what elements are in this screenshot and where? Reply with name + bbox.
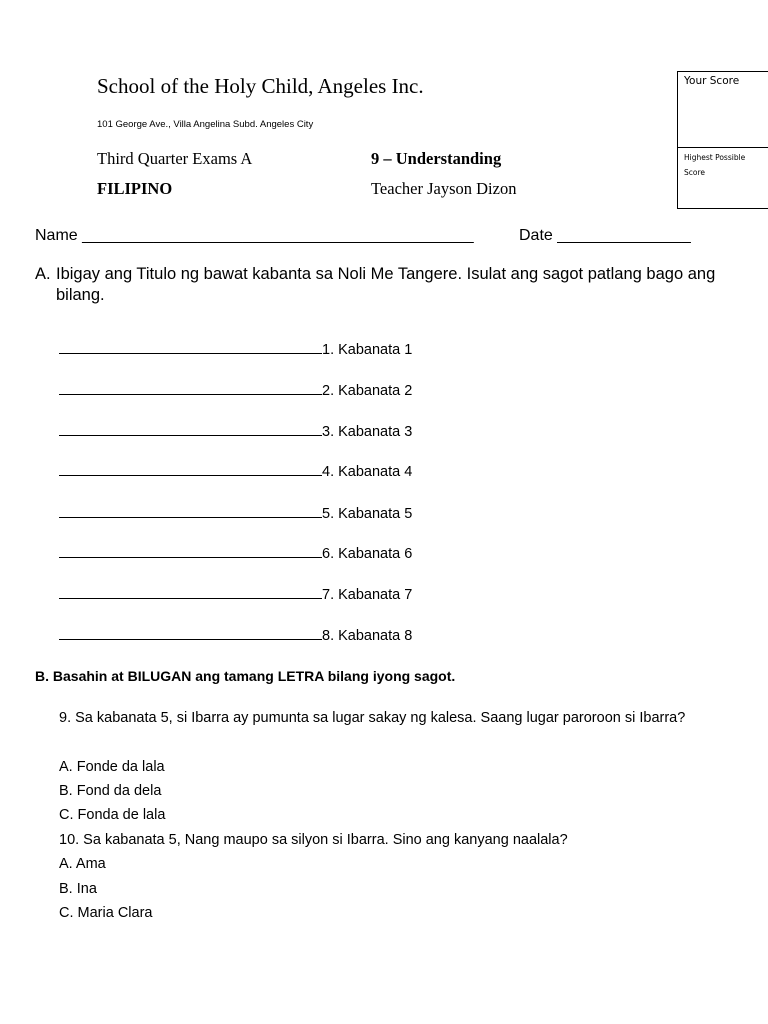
answer-blank-7[interactable] xyxy=(59,585,322,599)
answer-label-4: 4. Kabanata 4 xyxy=(322,464,413,480)
q10-choice-b[interactable]: B. Ina xyxy=(59,881,97,897)
answer-item-8 xyxy=(59,626,412,644)
part-b-instruction: B. Basahin at BILUGAN ang tamang LETRA bilang iyong sagot. xyxy=(35,668,456,684)
answer-label-5: 5. Kabanata 5 xyxy=(322,506,413,522)
date-blank[interactable]: _______________ xyxy=(557,227,691,244)
answer-blank-5[interactable] xyxy=(59,504,322,518)
q10-choice-c[interactable]: C. Maria Clara xyxy=(59,905,153,921)
answer-item-7 xyxy=(59,585,412,603)
answer-item-2 xyxy=(59,381,412,399)
school-name: School of the Holy Child, Angeles Inc. xyxy=(97,74,424,98)
answer-item-1 xyxy=(59,340,412,358)
answer-item-4 xyxy=(59,462,412,480)
highest-possible-score-label: Highest Possible Score xyxy=(684,153,746,177)
date-field[interactable] xyxy=(519,227,691,245)
score-box xyxy=(677,71,768,209)
school-address: 101 George Ave., Villa Angelina Subd. Angeles City xyxy=(97,119,314,130)
answer-label-2: 2. Kabanata 2 xyxy=(322,383,413,399)
name-label: Name xyxy=(35,227,78,244)
q9-choice-c[interactable]: C. Fonda de lala xyxy=(59,807,166,823)
subject: FILIPINO xyxy=(97,179,173,198)
question-10: 10. Sa kabanata 5, Nang maupo sa silyon si Ibarra. Sino ang kanyang naalala? xyxy=(59,832,568,848)
answer-label-1: 1. Kabanata 1 xyxy=(322,342,413,358)
teacher-name: Teacher Jayson Dizon xyxy=(371,179,517,198)
part-a-text: Ibigay ang Titulo ng bawat kabanta sa Noli Me Tangere. Isulat ang sagot patlang bago ang bilang. xyxy=(56,265,716,304)
date-label: Date xyxy=(519,227,553,244)
your-score-label: Your Score xyxy=(684,75,740,87)
question-9: 9. Sa kabanata 5, si Ibarra ay pumunta sa lugar sakay ng kalesa. Saang lugar paroroon si Ibarra? xyxy=(59,710,686,726)
name-blank[interactable]: ____________________________________________ xyxy=(82,227,474,244)
answer-blank-2[interactable] xyxy=(59,381,322,395)
q10-choice-a[interactable]: A. Ama xyxy=(59,856,106,872)
answer-blank-1[interactable] xyxy=(59,340,322,354)
answer-item-6 xyxy=(59,544,412,562)
answer-blank-8[interactable] xyxy=(59,626,322,640)
score-divider xyxy=(678,147,768,148)
grade-section: 9 – Understanding xyxy=(371,149,502,168)
answer-label-7: 7. Kabanata 7 xyxy=(322,587,413,603)
answer-blank-6[interactable] xyxy=(59,544,322,558)
answer-blank-3[interactable] xyxy=(59,422,322,436)
answer-label-8: 8. Kabanata 8 xyxy=(322,628,413,644)
q9-choice-a[interactable]: A. Fonde da lala xyxy=(59,759,165,775)
answer-label-6: 6. Kabanata 6 xyxy=(322,546,413,562)
name-field[interactable] xyxy=(35,227,474,245)
q9-choice-b[interactable]: B. Fond da dela xyxy=(59,783,162,799)
answer-item-5 xyxy=(59,504,412,522)
answer-item-3 xyxy=(59,422,412,440)
exam-title: Third Quarter Exams A xyxy=(97,149,253,168)
part-a-label: A. xyxy=(35,265,51,283)
answer-blank-4[interactable] xyxy=(59,462,322,476)
answer-label-3: 3. Kabanata 3 xyxy=(322,424,413,440)
